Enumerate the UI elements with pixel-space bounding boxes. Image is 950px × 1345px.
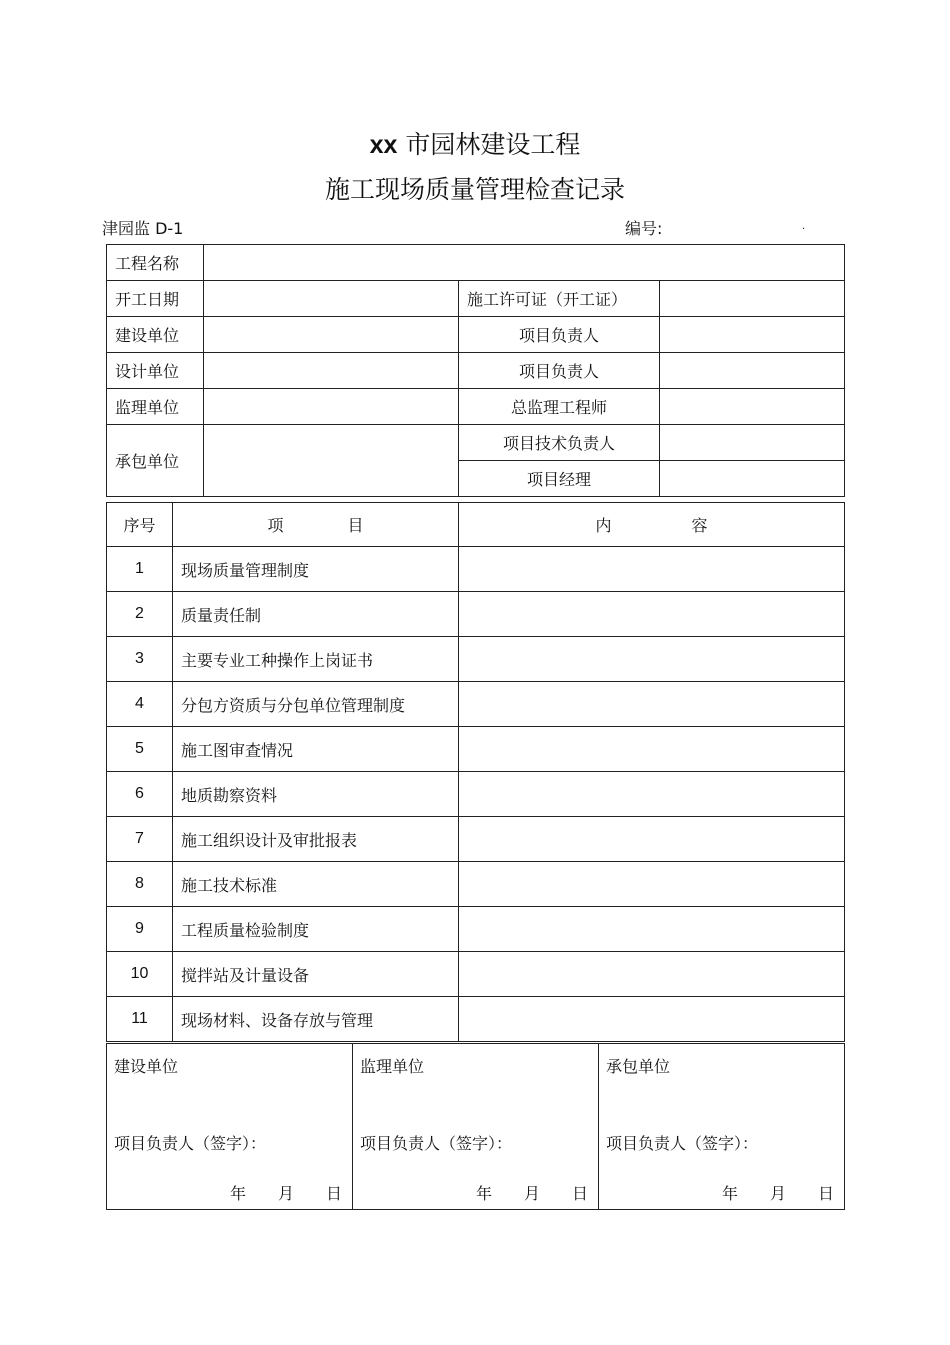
signature-unit-label: 监理单位 [360, 1057, 425, 1076]
chief-supervisor-field[interactable] [660, 389, 845, 425]
signature-person-label: 项目负责人（签字）： [606, 1134, 759, 1153]
signature-date-label: 年 月 日 [229, 1184, 342, 1203]
design-unit-label: 设计单位 [107, 353, 204, 389]
row-number: 8 [107, 862, 173, 907]
row-number: 10 [107, 952, 173, 997]
row-item: 分包方资质与分包单位管理制度 [173, 682, 459, 727]
project-manager-label: 项目经理 [459, 461, 660, 497]
row-content-field[interactable] [459, 547, 845, 592]
start-date-row [107, 281, 845, 317]
design-manager-label: 项目负责人 [459, 353, 660, 389]
row-item: 搅拌站及计量设备 [173, 952, 459, 997]
design-manager-field[interactable] [660, 353, 845, 389]
item-header: 项 目 [173, 503, 459, 547]
project-manager-field[interactable] [660, 461, 845, 497]
contractor-unit-row [107, 425, 845, 461]
row-item: 工程质量检验制度 [173, 907, 459, 952]
row-content-field[interactable] [459, 592, 845, 637]
project-info-table [106, 244, 845, 497]
table-row [107, 997, 845, 1042]
supervision-unit-row [107, 389, 845, 425]
row-item: 主要专业工种操作上岗证书 [173, 637, 459, 682]
number-label: 编号: [625, 219, 663, 238]
number-dot: . [802, 221, 806, 232]
row-item: 施工图审查情况 [173, 727, 459, 772]
table-row [107, 682, 845, 727]
construction-unit-label: 建设单位 [107, 317, 204, 353]
table-row [107, 637, 845, 682]
signature-date-label: 年 月 日 [721, 1184, 834, 1203]
signature-unit-label: 承包单位 [606, 1057, 671, 1076]
form-code: 津园监 D-1 [102, 219, 184, 238]
contractor-unit-label: 承包单位 [107, 425, 204, 497]
row-number: 1 [107, 547, 173, 592]
row-number: 7 [107, 817, 173, 862]
construction-manager-field[interactable] [660, 317, 845, 353]
seq-header: 序号 [107, 503, 173, 547]
tech-manager-field[interactable] [660, 425, 845, 461]
row-content-field[interactable] [459, 772, 845, 817]
table-row [107, 862, 845, 907]
row-content-field[interactable] [459, 952, 845, 997]
tech-manager-label: 项目技术负责人 [459, 425, 660, 461]
construction-manager-label: 项目负责人 [459, 317, 660, 353]
row-content-field[interactable] [459, 637, 845, 682]
document-subtitle: 施工现场质量管理检查记录 [324, 175, 625, 204]
start-date-label: 开工日期 [107, 281, 204, 317]
design-unit-field[interactable] [204, 353, 459, 389]
row-item: 质量责任制 [173, 592, 459, 637]
start-date-field[interactable] [204, 281, 459, 317]
row-item: 施工技术标准 [173, 862, 459, 907]
construction-unit-field[interactable] [204, 317, 459, 353]
row-content-field[interactable] [459, 862, 845, 907]
row-number: 2 [107, 592, 173, 637]
title-prefix: xx [369, 131, 398, 159]
row-number: 11 [107, 997, 173, 1042]
row-number: 9 [107, 907, 173, 952]
permit-field[interactable] [660, 281, 845, 317]
signature-table [106, 1043, 845, 1210]
signature-block-supervision[interactable] [353, 1044, 599, 1210]
row-content-field[interactable] [459, 817, 845, 862]
project-name-row [107, 245, 845, 281]
table-row [107, 727, 845, 772]
row-number: 6 [107, 772, 173, 817]
construction-unit-row [107, 317, 845, 353]
table-row [107, 592, 845, 637]
checklist-header-row [107, 503, 845, 547]
permit-label: 施工许可证（开工证） [459, 281, 660, 317]
signature-unit-label: 建设单位 [114, 1057, 179, 1076]
row-content-field[interactable] [459, 907, 845, 952]
table-row [107, 952, 845, 997]
table-row [107, 772, 845, 817]
row-item: 地质勘察资料 [173, 772, 459, 817]
row-number: 4 [107, 682, 173, 727]
signature-block-contractor[interactable] [599, 1044, 845, 1210]
project-name-field[interactable] [204, 245, 845, 281]
row-number: 3 [107, 637, 173, 682]
row-content-field[interactable] [459, 997, 845, 1042]
document-title [0, 128, 950, 162]
contractor-unit-field[interactable] [204, 425, 459, 497]
table-row [107, 817, 845, 862]
row-item: 施工组织设计及审批报表 [173, 817, 459, 862]
table-row [107, 547, 845, 592]
supervision-unit-field[interactable] [204, 389, 459, 425]
title-line1: 市园林建设工程 [397, 130, 581, 159]
design-unit-row [107, 353, 845, 389]
row-item: 现场质量管理制度 [173, 547, 459, 592]
signature-row [107, 1044, 845, 1210]
signature-person-label: 项目负责人（签字）： [360, 1134, 513, 1153]
signature-date-label: 年 月 日 [475, 1184, 588, 1203]
row-content-field[interactable] [459, 727, 845, 772]
row-item: 现场材料、设备存放与管理 [173, 997, 459, 1042]
table-row [107, 907, 845, 952]
chief-supervisor-label: 总监理工程师 [459, 389, 660, 425]
content-header: 内 容 [459, 503, 845, 547]
row-number: 5 [107, 727, 173, 772]
project-name-label: 工程名称 [107, 245, 204, 281]
checklist-table [106, 502, 845, 1042]
row-content-field[interactable] [459, 682, 845, 727]
signature-person-label: 项目负责人（签字）： [114, 1134, 267, 1153]
signature-block-construction[interactable] [107, 1044, 353, 1210]
supervision-unit-label: 监理单位 [107, 389, 204, 425]
